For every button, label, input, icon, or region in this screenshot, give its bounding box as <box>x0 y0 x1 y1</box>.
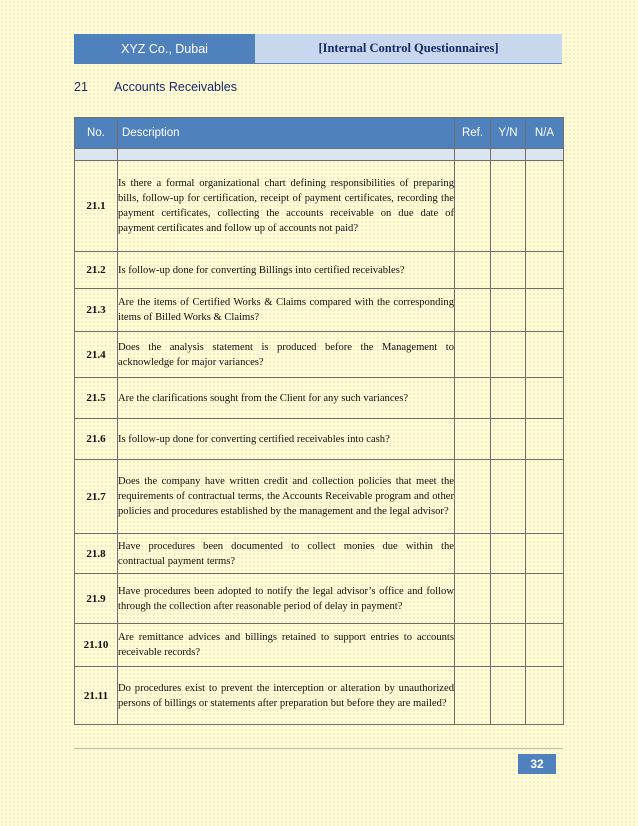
column-header-description: Description <box>118 118 455 149</box>
column-header-no: No. <box>75 118 118 149</box>
yn-cell[interactable] <box>491 419 526 460</box>
table-row <box>75 574 564 624</box>
yn-cell[interactable] <box>491 252 526 289</box>
table-row <box>75 624 564 667</box>
row-description: Have procedures been adopted to notify the legal advisor’s office and follow through the collection after reasonable period of delay in payment? <box>118 574 455 624</box>
na-cell[interactable] <box>526 534 564 574</box>
table-row <box>75 252 564 289</box>
row-number: 21.11 <box>75 667 118 725</box>
header-company: XYZ Co., Dubai <box>74 34 255 63</box>
table-spacer-row <box>75 149 564 161</box>
column-header-yn: Y/N <box>491 118 526 149</box>
yn-cell[interactable] <box>491 161 526 252</box>
row-description: Do procedures exist to prevent the interception or alteration by unauthorized persons of billings or statements after preparation but before they are mailed? <box>118 667 455 725</box>
table-row <box>75 332 564 378</box>
ref-cell[interactable] <box>455 534 491 574</box>
table-row <box>75 161 564 252</box>
row-description: Are the clarifications sought from the Client for any such variances? <box>118 378 455 419</box>
na-cell[interactable] <box>526 624 564 667</box>
ref-cell[interactable] <box>455 161 491 252</box>
section-heading <box>74 80 237 94</box>
yn-cell[interactable] <box>491 534 526 574</box>
yn-cell[interactable] <box>491 624 526 667</box>
ref-cell[interactable] <box>455 574 491 624</box>
page-number: 32 <box>518 754 556 774</box>
row-number: 21.2 <box>75 252 118 289</box>
yn-cell[interactable] <box>491 574 526 624</box>
row-description: Is there a formal organizational chart defining responsibilities of preparing bills, follow-up for certification, receipt of payment certificates, recording the payment certificates, collecting the accounts receivable on due date of payment certificates and follow up of accounts not paid? <box>118 161 455 252</box>
table-row <box>75 667 564 725</box>
section-number: 21 <box>74 80 88 94</box>
row-number: 21.5 <box>75 378 118 419</box>
na-cell[interactable] <box>526 378 564 419</box>
row-description: Are the items of Certified Works & Claims compared with the corresponding items of Billed Works & Claims? <box>118 289 455 332</box>
row-number: 21.1 <box>75 161 118 252</box>
header-document-title: [Internal Control Questionnaires] <box>255 34 562 63</box>
row-number: 21.8 <box>75 534 118 574</box>
row-description: Does the company have written credit and collection policies that meet the requirements of contractual terms, the Accounts Receivable program and other policies and procedures established by the management and the legal advisor? <box>118 460 455 534</box>
footer-divider <box>74 748 563 749</box>
yn-cell[interactable] <box>491 332 526 378</box>
table-row <box>75 460 564 534</box>
na-cell[interactable] <box>526 574 564 624</box>
row-number: 21.3 <box>75 289 118 332</box>
na-cell[interactable] <box>526 667 564 725</box>
ref-cell[interactable] <box>455 378 491 419</box>
column-header-ref: Ref. <box>455 118 491 149</box>
na-cell[interactable] <box>526 419 564 460</box>
na-cell[interactable] <box>526 252 564 289</box>
yn-cell[interactable] <box>491 378 526 419</box>
table-row <box>75 419 564 460</box>
yn-cell[interactable] <box>491 460 526 534</box>
ref-cell[interactable] <box>455 289 491 332</box>
ref-cell[interactable] <box>455 252 491 289</box>
na-cell[interactable] <box>526 289 564 332</box>
row-number: 21.10 <box>75 624 118 667</box>
ref-cell[interactable] <box>455 332 491 378</box>
yn-cell[interactable] <box>491 667 526 725</box>
ref-cell[interactable] <box>455 667 491 725</box>
ref-cell[interactable] <box>455 624 491 667</box>
na-cell[interactable] <box>526 460 564 534</box>
row-description: Is follow-up done for converting certified receivables into cash? <box>118 419 455 460</box>
table-header-row <box>75 118 564 149</box>
row-number: 21.9 <box>75 574 118 624</box>
row-description: Does the analysis statement is produced before the Management to acknowledge for major variances? <box>118 332 455 378</box>
column-header-na: N/A <box>526 118 564 149</box>
ref-cell[interactable] <box>455 419 491 460</box>
table-row <box>75 378 564 419</box>
table-row <box>75 289 564 332</box>
row-number: 21.6 <box>75 419 118 460</box>
row-description: Is follow-up done for converting Billings into certified receivables? <box>118 252 455 289</box>
page-header <box>74 34 562 64</box>
row-number: 21.4 <box>75 332 118 378</box>
yn-cell[interactable] <box>491 289 526 332</box>
row-description: Are remittance advices and billings retained to support entries to accounts receivable records? <box>118 624 455 667</box>
table-row <box>75 534 564 574</box>
ref-cell[interactable] <box>455 460 491 534</box>
row-number: 21.7 <box>75 460 118 534</box>
section-title: Accounts Receivables <box>114 80 237 94</box>
questionnaire-table <box>74 117 564 725</box>
row-description: Have procedures been documented to collect monies due within the contractual payment terms? <box>118 534 455 574</box>
na-cell[interactable] <box>526 332 564 378</box>
na-cell[interactable] <box>526 161 564 252</box>
